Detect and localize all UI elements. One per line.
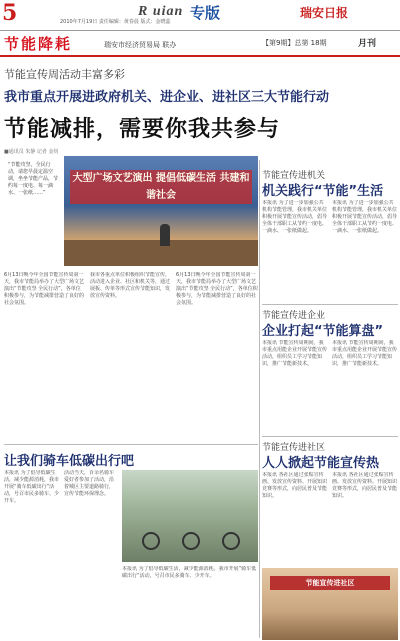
- lede-quote: “节能攻坚，全民行动，请您早晨定温空调，坐坐节能产品，节约每一度电、每一滴水、一张纸……”: [8, 162, 59, 196]
- community-body-col2: 本报讯 各社区通过张贴宣传画、发放宣传资料、开展知识竞赛等形式，向居民普及节能知识。: [332, 472, 398, 499]
- stage-performance-photo: [64, 156, 258, 266]
- main-kicker: 节能宣传周活动丰富多彩: [4, 68, 125, 81]
- community-photo: [262, 568, 398, 640]
- cycling-body-col3: 本报讯 为了倡导低碳生活，减少能源消耗，我市开展“骑车低碳出行”活动，号召市民多骑车、少开车。: [122, 566, 257, 579]
- community-kicker: 节能宣传进社区: [262, 443, 326, 453]
- enterprise-kicker: 节能宣传进企业: [262, 311, 326, 321]
- community-headline: 人人掀起节能宣传热: [262, 456, 380, 471]
- co-organizer: 瑞安市经济贸易局 联办: [104, 41, 177, 49]
- page-header: [0, 0, 400, 34]
- bicycle-wheel: [222, 532, 240, 550]
- community-body-col1: 本报讯 各社区通过张贴宣传画、发放宣传资料、开展知识竞赛等形式，向居民普及节能知识。: [262, 472, 328, 499]
- section-divider: [0, 55, 400, 57]
- cycling-body-col1: 本报讯 为了倡导低碳生活，减少能源消耗，我市开展“骑车低碳出行”活动，号召市民多骑车、少开车。: [4, 470, 60, 504]
- cycling-body-col2: 活动当天，百余名骑车爱好者参加了活动，沿着城区主要道路骑行，宣传节能环保理念。: [64, 470, 115, 497]
- agency-headline: 机关践行“节能”生活: [262, 184, 384, 199]
- newspaper-masthead: 瑞安日报: [300, 6, 349, 20]
- section-divider-left: [4, 444, 258, 445]
- performer: [160, 224, 170, 246]
- column-divider: [259, 160, 260, 638]
- section-logo: 节能降耗: [4, 35, 73, 53]
- byline: ■通讯员 朱静 记者 金钊: [4, 149, 59, 155]
- photo-banner: 大型广场文艺演出 提倡低碳生活 共建和谐社会: [70, 170, 252, 204]
- section-divider-right-2: [262, 436, 398, 437]
- agency-kicker: 节能宣传进机关: [262, 171, 326, 181]
- community-sign: 节能宣传进社区: [270, 576, 390, 590]
- bicycle-wheel: [182, 532, 200, 550]
- main-subheadline: 我市重点开展进政府机关、进企业、进社区三大节能行动: [4, 90, 330, 105]
- agency-body-col1: 本报讯 为了进一步加强公共机构节能管理，我市机关单位积极开展节能宣传活动，倡导全体干部职工从节约一度电、一滴水、一张纸做起。: [262, 200, 328, 234]
- article-body-col3: 6月13日晚今年全国节能宣传周第一天，我市节能局举办了大型广场文艺演出“节能攻坚 全民行动”，各单位积极参与，为节能减排营造了良好的社会氛围。: [176, 272, 258, 306]
- monthly-label: 月刊: [358, 39, 377, 49]
- section-divider-right-1: [262, 304, 398, 305]
- main-headline: 节能减排，需要你我共参与: [4, 117, 281, 142]
- special-edition-label: 专版: [190, 4, 221, 22]
- enterprise-body-col2: 本报讯 节能宣传周期间，我市重点用能企业开展节能宣传活动，组织员工学习节能知识，推广节能新技术。: [332, 340, 398, 367]
- cycling-headline: 让我们骑车低碳出行吧: [4, 454, 135, 469]
- enterprise-headline: 企业打起“节能算盘”: [262, 324, 384, 339]
- header-divider: [0, 30, 400, 31]
- date-line: 2010年7月19日 责任编辑：黄春晨 版式：金晓蕊: [60, 19, 171, 25]
- section-bar: [0, 32, 400, 54]
- ruian-label: R uian: [138, 4, 184, 19]
- bicycle-wheel: [142, 532, 160, 550]
- cycling-photo: [122, 470, 258, 562]
- page-number: 5: [2, 0, 18, 26]
- agency-body-col2: 本报讯 为了进一步加强公共机构节能管理，我市机关单位积极开展节能宣传活动，倡导全体干部职工从节约一度电、一滴水、一张纸做起。: [332, 200, 398, 234]
- article-body-col2: 我市各重点单位积极组织节能宣传，活动进入企业、社区和机关等，通过展板、传单等形式宣传节能知识，发放宣传资料。: [90, 272, 170, 299]
- article-body-col1: 6月13日晚今年全国节能宣传周第一天，我市节能局举办了大型广场文艺演出“节能攻坚 全民行动”，各单位积极参与，为节能减排营造了良好的社会氛围。: [4, 272, 84, 306]
- issue-number: 【第9期】总第 18期: [262, 39, 327, 47]
- enterprise-body-col1: 本报讯 节能宣传周期间，我市重点用能企业开展节能宣传活动，组织员工学习节能知识，推广节能新技术。: [262, 340, 328, 367]
